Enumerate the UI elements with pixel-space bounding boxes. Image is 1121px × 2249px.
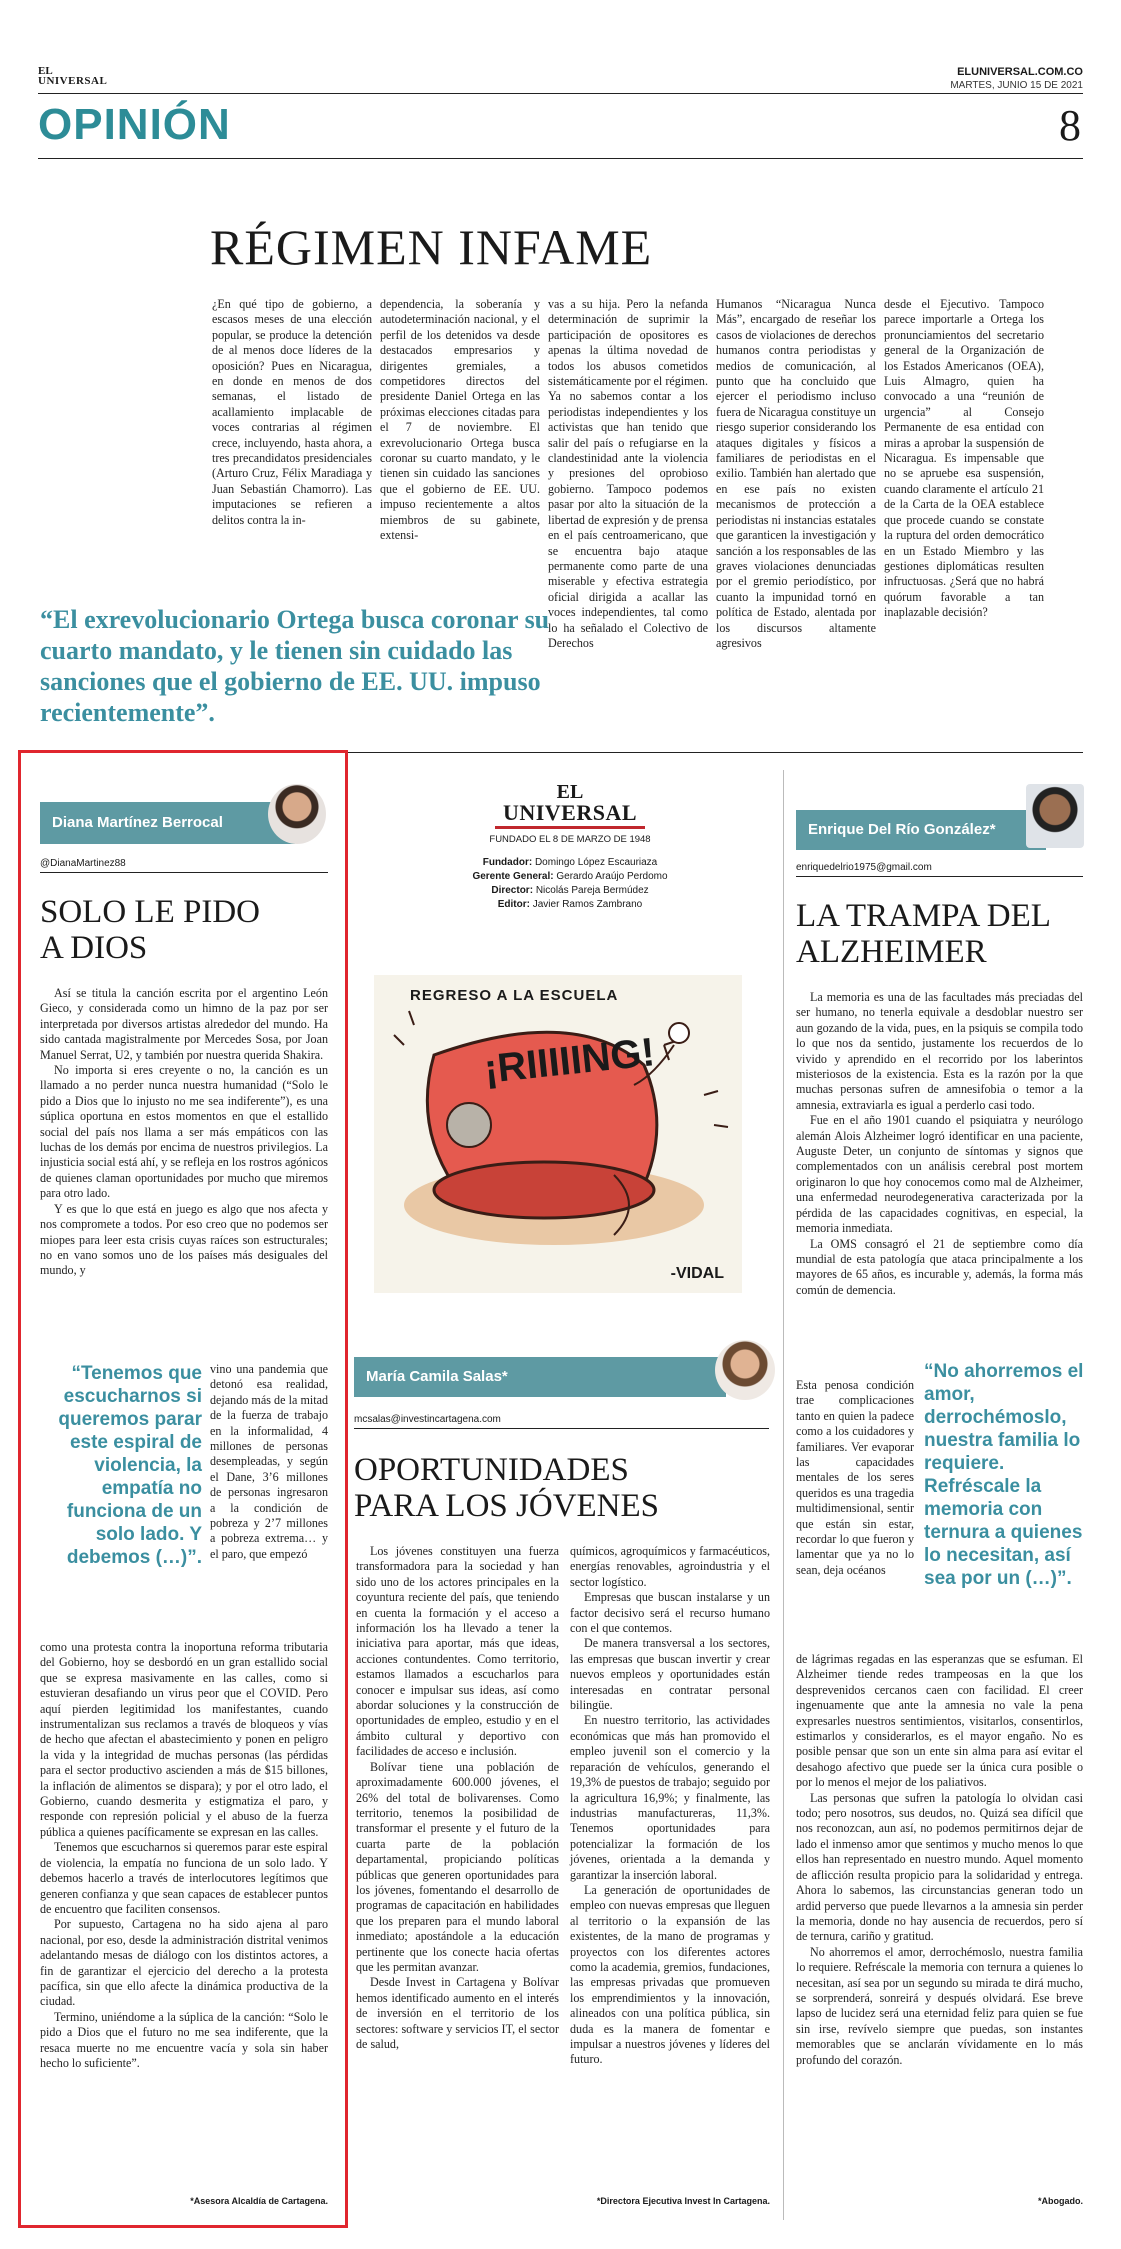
article-middle-colA2: Bolívar tiene una población de aproximadamente 600.000 jóvenes, el 26% del total de bolivarenses. Como territorio, tenemos la posibilidad de transformar el presente y el futuro de la cuarta parte de la población departamental, propiciando políticas públicas que generen oportunidades para los jóvenes, fomentando el desarrollo de programas de capacitación en habilidades que los preparen para el mundo laboral inmediato; apostándole a la educación pertinente que los conecte hacia ofertas que les permitan avanzar. [356,1759,559,1974]
staff-list [440,856,700,912]
staff-logo[interactable] [495,782,645,829]
cartoon [374,975,742,1293]
article-title-middle: OPORTUNIDADES PARA LOS JÓVENES [354,1452,660,1524]
editorial-col5-text: desde el Ejecutivo. Tampoco parece importarle a Ortega los pronunciamientos del secretario general de la Organización de los Estados Americanos (OEA), Luis Almagro, quien ha convocado a una “reunión de urgencia” al Consejo Permanente de esa entidad con miras a aprobar la suspensión de Nicaragua. Es impensable que no se apruebe esa suspensión, cuando claramente el artículo 21 de la Carta de la OEA establece que procede cuando se constate la ruptura del orden democrático en un Estado Miembro y las gestiones diplomáticas resulten infructuosas. ¿Será que no habrá quórum favorable a tan inaplazable decisión? [884,297,1044,620]
editorial-col1-text: ¿En qué tipo de gobierno, a escasos meses de una elección popular, se produce la detención de al menos doce líderes de la oposición? Pues en Nicaragua, en donde en menos de dos semanas, el listado de acallamiento implacable de voces contrarias al régimen crece, incluyendo, hasta ahora, a tres precandidatos presidenciales (Arturo Cruz, Félix Maradiaga y Juan Sebastián Chamorro). Las imputaciones se refieren a delitos contra la in- [212,297,372,527]
page-number: 8 [1059,101,1081,150]
author-name-right: Enrique Del Río González* [808,821,996,838]
article-title-left: SOLO LE PIDO A DIOS [40,894,260,966]
email-rule-right [796,876,1083,877]
masthead-logo-bottom: UNIVERSAL [38,75,108,87]
masthead-date: MARTES, JUNIO 15 DE 2021 [950,80,1083,91]
signature-middle: *Directora Ejecutiva Invest In Cartagena. [596,2196,770,2206]
article-middle-colB3: De manera transversal a los sectores, las empresas que buscan invertir y crear nuevos empleos y oportunidades están interesadas en contratar personal bilingüe. [570,1636,770,1713]
article-middle-colB5: La generación de oportunidades de empleo con nuevas empresas que lleguen al territorio o la expansión de las existentes, de la mano de programas y proyectos con los diferentes actores como la academia, gremios, fundaciones, las empresas privadas que promueven los emprendimientos y la innovación, alineados con una política pública, sin duda es la manera de fomentar e impulsar a nuestros jóvenes y líderes del futuro. [570,1882,770,2067]
article-right-para5: No ahorremos el amor, derrochémoslo, nuestra familia lo requiere. Refréscale la memoria con ternura a quienes lo necesitan, así sea por un segundo su mirada te dirá mucho, se sorprenderá, sonreirá y después olvidará. Ese breve lapso de lucidez será una eternidad feliz para quien se fue sin irse, revívelo siempre que puedas, son instantes memorables que se anclarán vívidamente en lo más profundo del corazón. [796,1944,1083,2067]
pullquote-left: “Tenemos que escucharnos si queremos parar este espiral de violencia, la empatía no funciona de un solo lado. Y debemos (…)”. [58,1363,202,1568]
staff-row [440,856,700,870]
staff-logo-bottom: UNIVERSAL [495,802,645,829]
article-left-para3b: vino una pandemia que detonó esa realidad, dejando más de la mitad de la fuerza de trabajo en la informalidad, 4 millones de personas desempleadas, y según el Dane, 3’6 millones de personas ingresaron a la condición de pobreza y 2’7 millones a pobreza extrema… y el paro, que empezó [210,1362,328,1561]
cartoon-artist: -VIDAL [670,1265,724,1282]
editorial-column-5 [884,297,1044,621]
editorial-title: RÉGIMEN INFAME [210,219,653,275]
article-middle-colA3: Desde Invest in Cartagena y Bolívar hemos identificado aumento en el interés de inversión en el territorio de los sectores: software y servicios IT, el sector de salud, [356,1975,559,2051]
pullquote-right: “No ahorremos el amor, derrochémoslo, nuestra familia lo requiere. Refréscale la memoria con ternura a quienes lo necesitan, así sea por un (…)”. [924,1361,1084,1589]
article-right-para2: Fue en el año 1901 cuando el psiquiatra y neurólogo alemán Alois Alzheimer logró identificar en una paciente, Auguste Deter, un conjunto de síntomas y signos que complementados con un análisis cerebral post mortem originaron lo que hoy conocemos como mal de Alzheimer, una enfermedad neurodegenerativa caracterizada por la pérdida de las capacidades cognitivas, en especial, la memoria inmediata. [796,1113,1083,1236]
article-body-middle-a [356,1544,559,2052]
masthead-logo[interactable] [38,66,118,86]
editorial-col2-text: dependencia, la soberanía y autodeterminación nacional, y el perfil de los detenidos va desde destacados empresarios y dirigentes gremiales, a competidores directos del presidente Daniel Ortega en las próximas elecciones citadas para el 7 de noviembre. El exrevolucionario Ortega busca coronar su cuarto mandato, y le tienen sin cuidado las sanciones que el gobierno de EE. UU. impuso recientemente a altos miembros de su gabinete, extensi- [380,297,540,543]
masthead-rule [38,93,1083,94]
staff-row [440,870,700,884]
author-bar-left [40,802,295,844]
article-body-left-lower [40,1640,328,2071]
author-name-middle: María Camila Salas* [366,1368,508,1385]
editorial-column-2 [380,297,540,544]
author-name-left: Diana Martínez Berrocal [52,814,223,831]
article-right-para1: La memoria es una de las facultades más preciadas del ser humano, no tenerla equivale a desdoblar nuestro ser aun gozando de la vida, pues, en la psiquis se compila todo lo que nos da sentido, justamente los recuerdos de lo vivido y aprendido en el recorrido por los laberintos misteriosos de la existencia. Esta es la razón por la que muchas personas sufren de amnesifobia o temor a la amnesia, extraviarla es igual a perderlo casi todo. [796,990,1083,1112]
article-left-para3c: como una protesta contra la inoportuna reforma tributaria del Gobierno, hoy se desbordó en un gran estallido social que se expresa masivamente en las calles, como si estuvieran desafiando un virus peor que el COVID. Pero aquí pierden legitimidad los manifestantes, cuando instrumentalizan sus reclamos a través de bloqueos y vías de hecho que afectan el abastecimiento y ponen en peligro la vida y la integridad de muchas personas (las pérdidas para el sector productivo ascienden a más de $15 billones, la inflación de alimentos se dispara); y por el otro lado, el Gobierno, cuando desmerita y estigmatiza el paro, y responde con represión policial y el abuso de la fuerza pública a quienes pacíficamente se expresan en las calles. [40,1640,328,1839]
masthead-logo-top: EL [38,65,53,77]
article-body-right-lower [796,1652,1083,2068]
staff-name: Gerardo Araújo Perdomo [556,871,668,882]
author-handle-left[interactable]: @DianaMartinez88 [40,858,126,869]
signature-left: *Asesora Alcaldía de Cartagena. [190,2196,328,2206]
article-left-para6: Termino, uniéndome a la súplica de la canción: “Solo le pido a Dios que el futuro no me sea indiferente, que la resaca muerte no me encuentre vacía y sola sin haber hecho lo suficiente”. [40,2009,328,2070]
staff-row [440,898,700,912]
article-body-left-wrap [210,1362,328,1562]
article-left-para3: Y es que lo que está en juego es algo que nos afecta y nos compromete a todos. Por eso creo que no podemos ser miopes para leer esta crisis cuyas raíces son estructurales; no en vano somos uno de los países más desiguales del mundo, y [40,1201,328,1278]
article-middle-colB: químicos, agroquímicos y farmacéuticos, energías renovables, agroindustria y el sector logístico. [570,1544,770,1589]
signature-right: *Abogado. [1038,2196,1083,2206]
article-left-para4: Tenemos que escucharnos si queremos parar este espiral de violencia, la empatía no funciona de un solo lado. Y debemos hacerlo a través de interlocutores legítimos que generen confianza y que sean capaces de establecer puntos de encuentro que faciliten consensos. [40,1840,328,1916]
article-left-para5: Por supuesto, Cartagena no ha sido ajena al paro nacional, por eso, desde la administración distrital venimos adelantando mesas de diálogo con los distintos actores, a fin de garantizar el ejercicio del derecho a la protesta pacífica, sin que ello afecte la dinámica productiva de la ciudad. [40,1917,328,2009]
article-right-para3: La OMS consagró el 21 de septiembre como día mundial de esta patología que ataca principalmente a los mayores de 65 años, es incurable y, además, la forma más común de demencia. [796,1236,1083,1297]
article-left-para1: Así se titula la canción escrita por el argentino León Gieco, y considerada como un himno de la paz por ser interpretada por diversos artistas alrededor del mundo. Ha sido cantada magistralmente por Mercedes Sosa, por Joan Manuel Serrat, U2, y también por nuestra querida Shakira. [40,986,328,1062]
section-rule [38,158,1083,159]
masthead-site[interactable]: ELUNIVERSAL.COM.CO [957,66,1083,78]
staff-role: Fundador: [482,857,533,868]
cartoon-caption: REGRESO A LA ESCUELA [410,987,619,1004]
article-body-middle-b [570,1544,770,2068]
article-right-para3b: Esta penosa condición trae complicaciones tanto en quien la padece como a los cuidadores y familiares. Ver evaporar las capacidades mentales de los seres queridos es una tragedia multidimensional, sentir que están sin estar, recordar lo que fueron y lamentar que ya no lo sean, deja océanos [796,1378,914,1577]
article-body-left [40,986,328,1279]
staff-role: Director: [491,885,534,896]
staff-name: Nicolás Pareja Bermúdez [535,885,649,896]
article-right-para4: Las personas que sufren la patología lo olvidan casi todo; pero nosotros, sus deudos, no. Quizá sea difícil que nos reconozcan, aun así, no podemos permitirnos dejar de lado el inmenso amor que sentimos y mucho menos lo que ellos han representado en nuestro mundo. Aquel momento de aflicción resulta propicio para la solidaridad y entrega. Ahora lo sabemos, las circunstancias generan todo un ardid perverso que puede llevarnos a la amnesia sin perder la memoria, donde no hay ausencia de recuerdos, pero sí de ternura, cariño y gratitud. [796,1790,1083,1944]
editorial-col4-text: Humanos “Nicaragua Nunca Más”, encargado de reseñar los casos de violaciones de derechos humanos contra periodistas y medios de comunicación, al punto que ha concluido que ejercer el periodismo incluso fuera de Nicaragua constituye un riesgo superior considerando los ataques digitales y físicos a familiares de periodistas en el exilio. También han alertado que en ese país no existen mecanismos de protección a periodistas ni instancias estatales que garanticen la investigación y sanción a los responsables de las graves violaciones denunciadas por el gremio periodístico, por cuanto la impunidad tornó en política de Estado, alentada por los discursos altamente agresivos [716,297,876,650]
staff-role: Editor: [497,899,530,910]
section-title: OPINIÓN [38,100,231,149]
staff-founded: FUNDADO EL 8 DE MARZO DE 1948 [489,834,651,845]
article-middle-colA: Los jóvenes constituyen una fuerza transformadora para la sociedad y han sido uno de los actores principales en la coyuntura reciente del país, que teniendo en cuenta la formación y el acceso a información los ha llevado a tener la iniciativa para aportar, más que ideas, acciones contundentes. Como territorio, estamos llamados a escucharlos para conocer e impulsar sus ideas, así como abordar soluciones y la construcción de oportunidades de empleo, estudio y en el ámbito cultural y deportivo con facilidades de acceso e inclusión. [356,1544,559,1759]
column-divider [783,770,784,2220]
editorial-col3-text: vas a su hija. Pero la nefanda determinación de suprimir la participación de opositores es apenas la última novedad de todos los abusos cometidos sistemáticamente por el régimen. Ya no sabemos contar a los periodistas independientes y los activistas que han tenido que salir del país o refugiarse en la clandestinidad ante la violencia y presiones del oprobioso gobierno. Tampoco podemos pasar por alto la situación de la libertad de expresión y de prensa en el país centroamericano, que se encuentra bajo ataque permanente como parte de una miserable y efectiva estrategia oficial dirigida a acallar las voces independientes, tal como lo ha señalado el Colectivo de Derechos [548,297,708,650]
article-middle-colB4: En nuestro territorio, las actividades económicas que más han promovido el empleo juvenil son el comercio y la reparación de vehículos, generando el 19,3% de puestos de trabajo; seguido por la agricultura 16,9%; y finalmente, las industrias manufactureras, 11,3%. Tenemos oportunidades para potencializar la formación de los jóvenes, orientada a la demanda y garantizar la inserción laboral. [570,1713,770,1882]
author-email-middle[interactable]: mcsalas@investincartagena.com [354,1414,501,1425]
staff-role: Gerente General: [472,871,554,882]
email-rule-middle [354,1428,769,1429]
article-left-para2: No importa si eres creyente o no, la canción es un llamado a no perder nunca nuestra humanidad (“Solo le pido a Dios que lo injusto no me sea indiferente”), es una súplica oportuna en estos momentos en que el estallido social del país nos llama a ser más empáticos con las luchas de los demás por encima de nuestros privilegios. La injusticia social está ahí, y se refleja en los rostros agónicos de quienes claman oportunidades por mucho que miremos para otro lado. [40,1063,328,1201]
editorial-column-4 [716,297,876,651]
staff-name: Domingo López Escauriaza [534,857,658,868]
cartoon-sound: ¡RIIIIING! [482,1030,657,1092]
author-email-right[interactable]: enriquedelrio1975@gmail.com [796,862,932,873]
author-bar-middle [354,1357,726,1397]
cartoon-drawing [374,975,742,1293]
staff-name: Javier Ramos Zambrano [532,899,643,910]
author-avatar-middle [715,1340,775,1400]
staff-row [440,884,700,898]
article-body-right [796,990,1083,1298]
author-avatar-left [268,784,326,844]
handle-rule-left [40,872,328,873]
author-bar-right [796,810,1046,850]
article-body-right-wrap [796,1378,914,1578]
editorial-column-1 [212,297,372,528]
article-title-right: LA TRAMPA DEL ALZHEIMER [796,898,1050,970]
article-middle-colB2: Empresas que buscan instalarse y un factor decisivo será el recurso humano con el que contemos. [570,1590,770,1636]
author-avatar-right [1026,784,1084,848]
editorial-column-3 [548,297,708,651]
staff-logo-top: EL [556,781,584,803]
article-right-para3c: de lágrimas regadas en las esperanzas que se esfuman. El Alzheimer tiende redes trampeosas en la que los desprevenidos cercanos caen con facilidad. El creer ingenuamente que ante la amnesia no vale la pena expresarles nuestros sentimientos, visitarlos, consentirlos, estimarlos y considerarlos, es el mayor engaño. No es posible pensar que son un ente sin alma para así evitar el desahogo afectivo que puede ser la única cura posible o por lo menos el mejor de los paliativos. [796,1652,1083,1790]
editorial-pullquote: “El exrevolucionario Ortega busca coronar su cuarto mandato, y le tienen sin cuidado las sanciones que el gobierno de EE. UU. impuso recientemente”. [40,605,550,727]
